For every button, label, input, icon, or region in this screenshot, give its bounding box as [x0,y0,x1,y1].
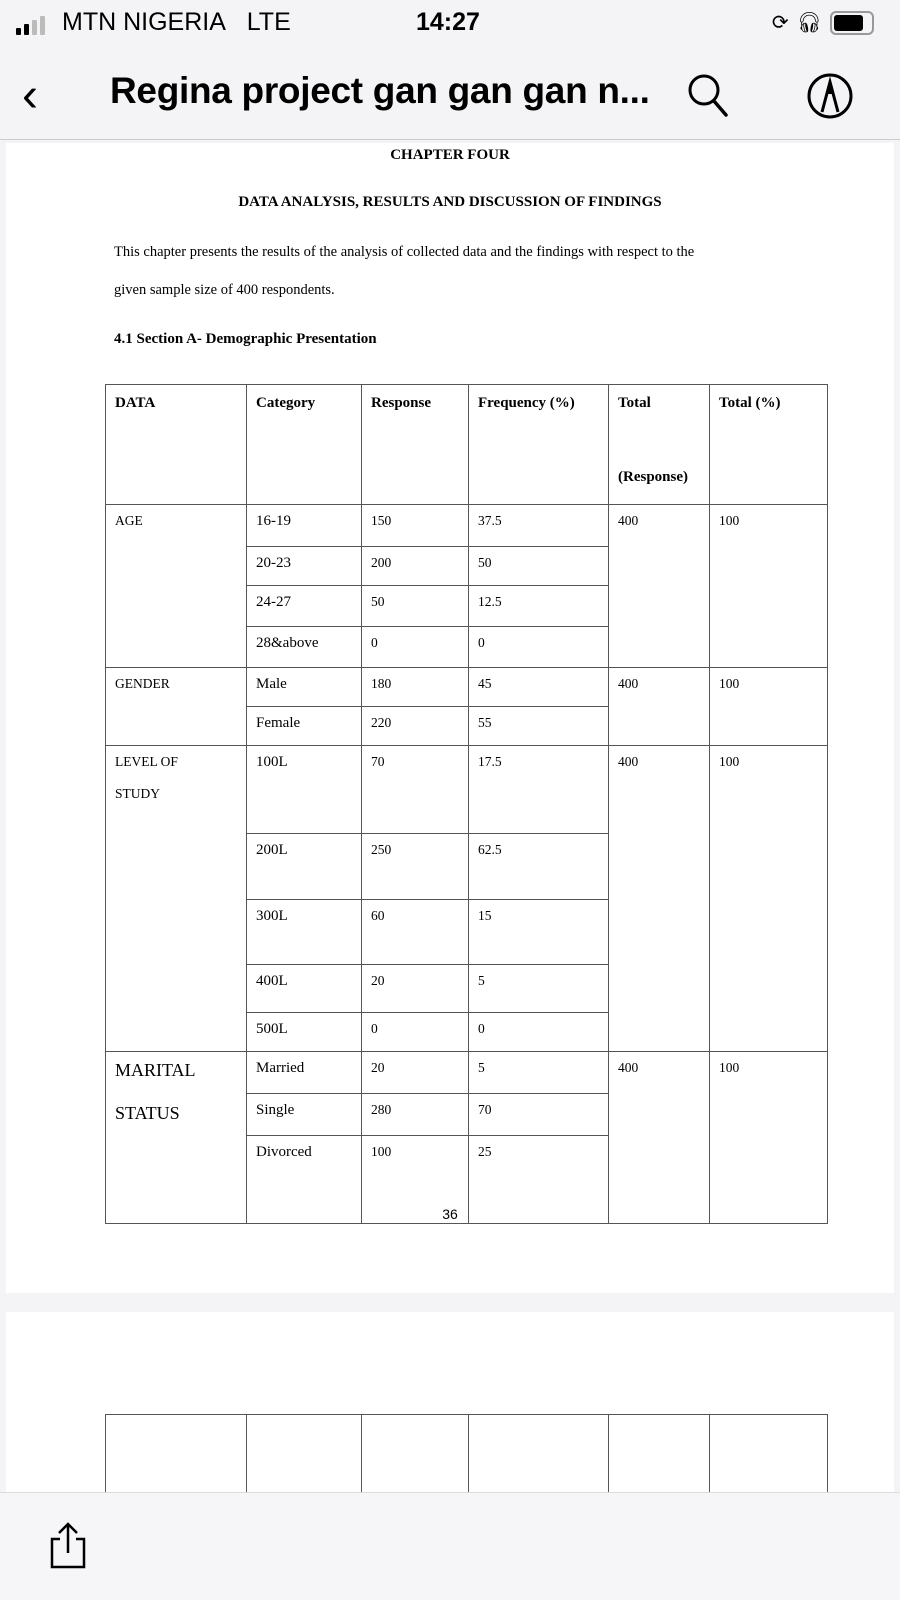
frequency-cell: 5 [469,1052,609,1094]
section-heading: 4.1 Section A- Demographic Presentation [114,331,377,347]
share-icon[interactable] [46,1521,90,1569]
rotation-lock-icon: ⟳ [771,12,789,34]
intro-text-line1: This chapter presents the results of the analysis of collected data and the findings with respect to the [114,244,695,260]
table-row [106,1052,828,1094]
response-cell: 220 [362,707,469,746]
response-cell: 0 [362,627,469,668]
table-cell [469,1415,609,1495]
frequency-cell: 55 [469,707,609,746]
response-cell: 50 [362,586,469,627]
frequency-cell: 0 [469,627,609,668]
table-row [106,746,828,834]
frequency-cell: 50 [469,547,609,586]
data-label-cell: LEVEL OF STUDY [106,746,247,1052]
response-cell: 100 [362,1136,469,1224]
document-page-next [6,1312,894,1512]
category-cell: Divorced [247,1136,362,1224]
frequency-cell: 5 [469,965,609,1013]
column-header: Response [362,385,469,505]
response-cell: 180 [362,668,469,707]
demographic-table [105,384,828,1224]
table-cell [247,1415,362,1495]
column-header: Category [247,385,362,505]
category-cell: Married [247,1052,362,1094]
category-cell: 200L [247,834,362,900]
total-percent-cell: 100 [710,505,828,668]
response-cell: 60 [362,900,469,965]
total-percent-cell: 100 [710,746,828,1052]
category-cell: Single [247,1094,362,1136]
network-type: LTE [246,8,291,36]
chevron-left-icon[interactable]: ‹ [22,69,38,122]
category-cell: Male [247,668,362,707]
response-cell: 0 [362,1013,469,1052]
status-bar [0,0,900,48]
category-cell: 300L [247,900,362,965]
search-icon[interactable] [686,70,730,118]
navigation-bar [0,50,900,140]
frequency-cell: 25 [469,1136,609,1224]
response-cell: 200 [362,547,469,586]
data-label-cell: AGE [106,505,247,668]
column-header: Frequency (%) [469,385,609,505]
page-number: 36 [442,1206,458,1222]
category-cell: 500L [247,1013,362,1052]
data-label-cell: GENDER [106,668,247,746]
category-cell: 20-23 [247,547,362,586]
total-response-cell: 400 [609,668,710,746]
category-cell: 400L [247,965,362,1013]
markup-pen-icon[interactable] [806,72,854,120]
frequency-cell: 17.5 [469,746,609,834]
category-cell: 28&above [247,627,362,668]
total-percent-cell: 100 [710,1052,828,1224]
table-cell [710,1415,828,1495]
total-response-cell: 400 [609,746,710,1052]
column-header: Total (Response) [609,385,710,505]
frequency-cell: 12.5 [469,586,609,627]
frequency-cell: 0 [469,1013,609,1052]
table-row [106,668,828,707]
column-header: DATA [106,385,247,505]
response-cell: 250 [362,834,469,900]
response-cell: 20 [362,1052,469,1094]
carrier-label: MTN NIGERIA LTE [62,8,291,36]
headphones-icon: 🎧︎ [796,12,822,34]
response-cell: 20 [362,965,469,1013]
table-header-row [106,385,828,505]
total-response-cell: 400 [609,1052,710,1224]
frequency-cell: 45 [469,668,609,707]
frequency-cell: 62.5 [469,834,609,900]
frequency-cell: 70 [469,1094,609,1136]
response-cell: 150 [362,505,469,547]
column-header: Total (%) [710,385,828,505]
table-row [106,505,828,547]
frequency-cell: 37.5 [469,505,609,547]
category-cell: 24-27 [247,586,362,627]
table-cell [609,1415,710,1495]
table-cell [106,1415,247,1495]
chapter-title: CHAPTER FOUR [390,147,510,163]
frequency-cell: 15 [469,900,609,965]
category-cell: 100L [247,746,362,834]
total-percent-cell: 100 [710,668,828,746]
category-cell: Female [247,707,362,746]
chapter-heading: DATA ANALYSIS, RESULTS AND DISCUSSION OF FINDINGS [238,194,662,210]
data-label-cell: MARITAL STATUS [106,1052,247,1224]
response-cell: 70 [362,746,469,834]
bottom-toolbar [0,1492,900,1600]
table-cell [362,1415,469,1495]
category-cell: 16-19 [247,505,362,547]
document-title: Regina project gan gan gan n... [110,70,650,111]
continued-table [105,1414,828,1495]
response-cell: 280 [362,1094,469,1136]
signal-strength-icon [16,16,45,35]
battery-icon [830,11,874,35]
document-page [6,143,894,1293]
total-response-cell: 400 [609,505,710,668]
clock: 14:27 [416,8,480,36]
intro-text-line2: given sample size of 400 respondents. [114,282,335,298]
